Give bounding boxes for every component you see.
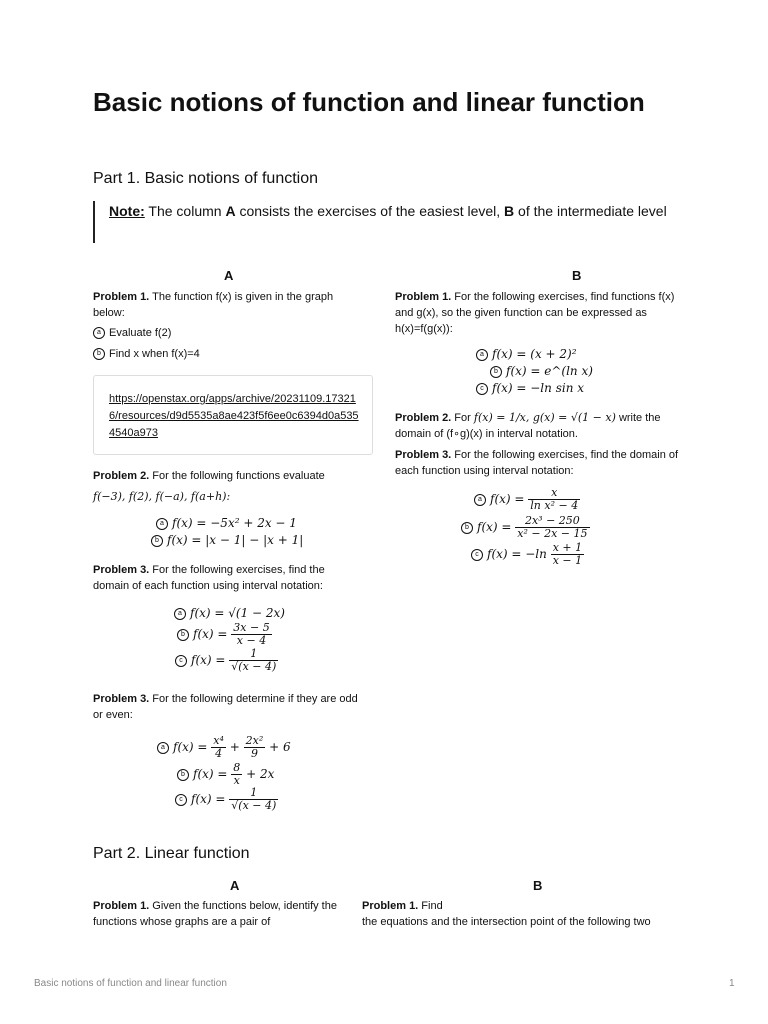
numerator: 8 — [233, 761, 241, 774]
denominator: x — [233, 774, 240, 787]
b-problem-3-text: For the following exercises, find the domain of each function using interval notation: — [395, 449, 679, 477]
marker-a-icon: a — [476, 349, 488, 361]
a-problem-4-label: Problem 3. — [93, 693, 150, 705]
a-problem-3-text: For the following exercises, find the domain of each function using interval notation: — [93, 564, 325, 592]
a-problem-2 — [93, 468, 363, 484]
b-problem-3-eq-a-lhs: f(x) = — [490, 492, 525, 506]
a-problem-1-item-a-text: Evaluate f(2) — [109, 327, 172, 339]
numerator: 1 — [229, 648, 278, 661]
b-problem-2-math: f(x) = 1/x, g(x) = √(1 − x) — [473, 411, 616, 424]
denominator: x² − 2x − 15 — [517, 527, 588, 540]
a-problem-3-eq-b-lhs: f(x) = — [193, 627, 228, 641]
a-problem-1-text: The function f(x) is given in the graph below: — [93, 291, 334, 319]
note-text-3: of the intermediate level — [514, 203, 667, 219]
b-problem-3-eq-c — [471, 542, 584, 567]
marker-c-icon: c — [476, 383, 488, 395]
b-problem-1-eq-a — [476, 347, 577, 361]
a-problem-2-eq-b-text: f(x) = |x − 1| − |x + 1| — [167, 533, 304, 547]
a-problem-4-eq-a-fraction-1 — [211, 735, 226, 760]
b-problem-2 — [395, 410, 680, 442]
footer-title: Basic notions of function and linear function — [34, 978, 227, 989]
b-problem-3-eq-b-fraction — [515, 515, 589, 540]
part2-b-problem-1-label: Problem 1. — [362, 900, 419, 912]
a-problem-4-eq-c-lhs: f(x) = — [191, 792, 226, 806]
numerator: 2x² — [245, 734, 264, 747]
b-problem-1-eq-a-text: f(x) = (x + 2)² — [492, 347, 577, 361]
part2-b-problem-1 — [362, 898, 692, 930]
numerator: 1 — [229, 787, 278, 800]
a-problem-4-eq-b-lhs: f(x) = — [193, 767, 228, 781]
numerator: x + 1 — [552, 541, 583, 554]
a-problem-1-item-b-text: Find x when f(x)=4 — [109, 348, 200, 360]
denominator: x − 4 — [236, 634, 267, 647]
marker-b-icon: b — [151, 535, 163, 547]
b-problem-3-eq-b-lhs: f(x) = — [477, 520, 512, 534]
denominator: x − 1 — [552, 554, 583, 567]
graph-link[interactable]: https://openstax.org/apps/archive/20231109.173216/resources/d9d5535a8ae423f5f6ee0c6394d0a5354540a973 — [109, 393, 359, 439]
b-problem-2-text-2: write the domain of (f∘g)(x) in interval notation. — [395, 412, 661, 440]
a-problem-3-label: Problem 3. — [93, 564, 150, 576]
part2-a-problem-1 — [93, 898, 343, 930]
b-problem-3-eq-a — [474, 487, 580, 512]
denominator: ln x² − 4 — [530, 499, 579, 512]
marker-a-icon: a — [157, 742, 169, 754]
a-problem-1-item-b — [93, 346, 200, 362]
b-problem-2-label: Problem 2. — [395, 412, 452, 424]
denominator: √(x − 4) — [231, 660, 277, 673]
a-problem-3 — [93, 562, 363, 594]
marker-b-icon: b — [490, 366, 502, 378]
numerator: x — [528, 487, 580, 500]
a-problem-3-eq-c-lhs: f(x) = — [191, 653, 226, 667]
link-card — [93, 375, 373, 455]
denominator: 4 — [215, 747, 223, 760]
marker-b-icon: b — [177, 769, 189, 781]
numerator: 3x − 5 — [233, 621, 270, 634]
b-problem-1-eq-c — [476, 381, 584, 395]
a-problem-3-eq-b — [177, 622, 272, 647]
b-problem-2-text-1: For — [451, 412, 474, 424]
column-a-header: A — [224, 268, 234, 283]
b-problem-3-eq-c-fraction — [551, 542, 584, 567]
page-title: Basic notions of function and linear function — [93, 87, 645, 117]
plus-sign: + — [229, 740, 240, 754]
b-problem-1 — [395, 289, 680, 337]
a-problem-3-eq-c — [175, 648, 278, 673]
denominator: √(x − 4) — [231, 799, 277, 812]
b-problem-3-eq-a-fraction — [528, 487, 580, 512]
marker-b-icon: b — [461, 522, 473, 534]
a-problem-4-eq-c — [175, 787, 278, 812]
numerator: x⁴ — [213, 734, 224, 747]
a-problem-4 — [93, 691, 363, 723]
part2-heading: Part 2. Linear function — [93, 845, 250, 862]
note-callout — [93, 201, 699, 243]
a-problem-1-label: Problem 1. — [93, 291, 150, 303]
marker-b-icon: b — [93, 348, 105, 360]
marker-a-icon: a — [174, 608, 186, 620]
a-problem-4-eq-b — [177, 762, 274, 787]
note-label: Note: — [109, 203, 145, 219]
a-problem-4-eq-b-fraction — [231, 762, 242, 787]
note-col-a: A — [225, 203, 236, 219]
a-problem-3-eq-c-fraction — [229, 648, 278, 673]
b-problem-1-label: Problem 1. — [395, 291, 452, 303]
b-problem-1-text: For the following exercises, find functions f(x) and g(x), so the given function can be expressed as h(x)=f(g(x)): — [395, 291, 675, 335]
marker-c-icon: c — [175, 794, 187, 806]
a-problem-2-values: f(−3), f(2), f(−a), f(a+h): — [93, 490, 231, 503]
a-problem-2-text: For the following functions evaluate — [149, 470, 325, 482]
a-problem-3-eq-a — [174, 606, 285, 620]
a-problem-1 — [93, 289, 363, 321]
a-problem-2-eq-b — [151, 533, 303, 547]
b-problem-3 — [395, 447, 680, 479]
b-problem-3-label: Problem 3. — [395, 449, 452, 461]
footer-page-number: 1 — [729, 978, 735, 989]
column-b-header: B — [572, 268, 582, 283]
note-text-1: The column — [144, 203, 226, 219]
a-problem-4-eq-a-fraction-2 — [244, 735, 266, 760]
a-problem-4-eq-a — [157, 735, 291, 760]
note-col-b: B — [504, 203, 515, 219]
part2-column-b-header: B — [533, 878, 543, 893]
numerator: 2x³ − 250 — [515, 515, 589, 528]
part2-a-problem-1-text: Given the functions below, identify the functions whose graphs are a pair of — [93, 900, 337, 928]
b-problem-3-eq-c-lhs: f(x) = −ln — [487, 547, 547, 561]
a-problem-2-eq-a-text: f(x) = −5x² + 2x − 1 — [172, 516, 297, 530]
a-problem-4-eq-a-tail: + 6 — [269, 740, 291, 754]
b-problem-1-eq-b-text: f(x) = e^(ln x) — [506, 364, 593, 378]
part2-b-problem-1-text-2: the equations and the intersection point of the following two — [362, 916, 651, 928]
a-problem-4-eq-b-tail: + 2x — [246, 767, 275, 781]
b-problem-3-eq-b — [461, 515, 590, 540]
a-problem-2-label: Problem 2. — [93, 470, 150, 482]
a-problem-1-item-a — [93, 325, 171, 341]
a-problem-3-eq-a-text: f(x) = √(1 − 2x) — [190, 606, 285, 620]
a-problem-4-eq-c-fraction — [229, 787, 278, 812]
denominator: 9 — [250, 747, 258, 760]
part2-column-a-header: A — [230, 878, 240, 893]
marker-a-icon: a — [474, 494, 486, 506]
a-problem-4-eq-a-lhs: f(x) = — [173, 740, 208, 754]
marker-a-icon: a — [156, 518, 168, 530]
part2-b-problem-1-text-1: Find — [418, 900, 443, 912]
a-problem-3-eq-b-fraction — [231, 622, 271, 647]
note-text-2: consists the exercises of the easiest level, — [235, 203, 505, 219]
marker-a-icon: a — [93, 327, 105, 339]
part1-heading: Part 1. Basic notions of function — [93, 170, 319, 187]
b-problem-1-eq-c-text: f(x) = −ln sin x — [492, 381, 584, 395]
b-problem-1-eq-b — [490, 364, 593, 378]
marker-c-icon: c — [471, 549, 483, 561]
marker-c-icon: c — [175, 655, 187, 667]
a-problem-2-eq-a — [156, 516, 297, 530]
a-problem-4-text: For the following determine if they are odd or even: — [93, 693, 358, 721]
marker-b-icon: b — [177, 629, 189, 641]
part2-a-problem-1-label: Problem 1. — [93, 900, 150, 912]
